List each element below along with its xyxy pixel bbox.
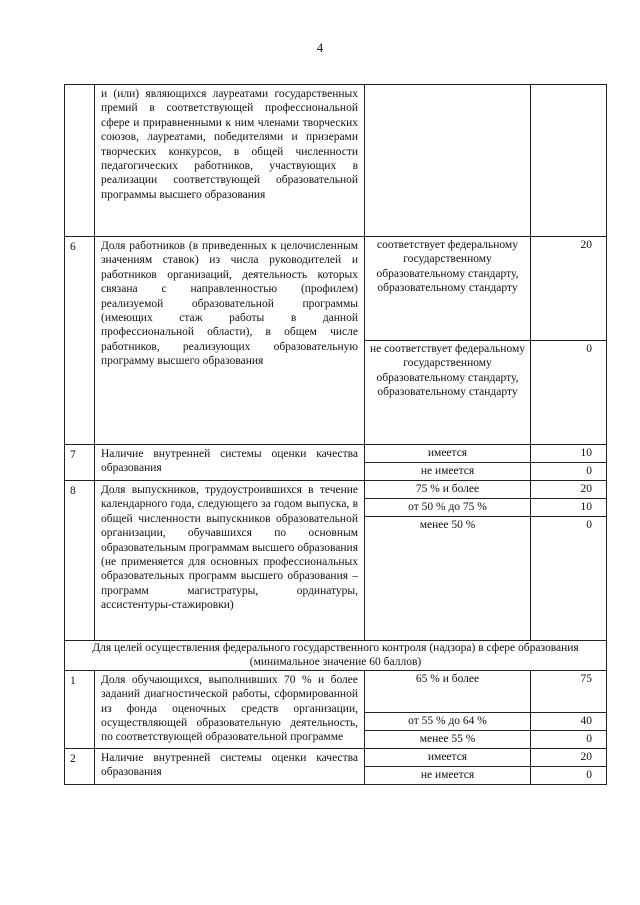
- points-value: 0: [531, 462, 606, 480]
- criterion-label: 65 % и более: [415, 672, 480, 685]
- page-number: 4: [316, 40, 324, 55]
- row-number: 2: [65, 748, 95, 784]
- row-number: 8: [65, 481, 95, 641]
- criterion-label: 75 % и более: [415, 483, 480, 495]
- table-row: [65, 445, 607, 481]
- table-row: [65, 481, 607, 641]
- row-number: 7: [65, 445, 95, 481]
- points-cell: [531, 748, 607, 784]
- indicator-text: Наличие внутренней системы оценки качества образования: [95, 748, 365, 784]
- points-cell: [531, 670, 607, 748]
- criterion-cell: [365, 748, 531, 784]
- row-number: 6: [65, 237, 95, 445]
- points-value: 20: [580, 239, 592, 251]
- points-value: 10: [531, 498, 606, 516]
- table-row: [65, 670, 607, 748]
- criteria-table: [64, 84, 607, 785]
- points-cell: [531, 237, 607, 445]
- points-value: 40: [531, 712, 606, 730]
- criterion-label: соответствует федеральному государственному образовательному стандарту, образовательному стандарту: [376, 239, 519, 295]
- points-value: 10: [580, 447, 592, 459]
- section-header: Для целей осуществления федерального государственного контроля (надзора) в сфере образования (минимальное значение 60 баллов): [65, 641, 607, 671]
- criterion-cell: [365, 237, 531, 445]
- points-value: 0: [531, 766, 606, 784]
- criterion-cell: [365, 445, 531, 481]
- points-value: 20: [580, 750, 592, 763]
- criterion-label: от 55 % до 64 %: [365, 712, 530, 730]
- criterion-label: имеется: [427, 750, 468, 763]
- criterion-label: не соответствует федеральному государственному образовательному стандарту, образовательному стандарту: [365, 340, 530, 444]
- row-number: 1: [65, 670, 95, 748]
- points-value: 0: [531, 730, 606, 748]
- section-header-row: [65, 641, 607, 671]
- indicator-text: Наличие внутренней системы оценки качества образования: [95, 445, 365, 481]
- table-row: [65, 748, 607, 784]
- criterion-cell: [365, 85, 531, 237]
- points-value: 0: [531, 340, 606, 444]
- criterion-label: имеется: [427, 447, 468, 459]
- table-row: [65, 237, 607, 445]
- criterion-cell: [365, 670, 531, 748]
- indicator-text: Доля работников (в приведенных к целочисленным значениям ставок) из числа руководителей и работников организаций, деятельность которых связана с направленностью (профилем) реализуемой образовательной программы (имеющих стаж работы в данной профессиональной области), в общем числе работников, реализующих образовательную программу высшего образования: [95, 237, 365, 445]
- criterion-label: не имеется: [365, 766, 530, 784]
- points-cell: [531, 445, 607, 481]
- criterion-label: менее 55 %: [365, 730, 530, 748]
- points-value: 75: [580, 672, 592, 685]
- indicator-text: Доля обучающихся, выполнивших 70 % и более заданий диагностической работы, сформированной из фонда оценочных средств организации, осуществляющей образовательную деятельность, по соответствующей образовательной программе: [95, 670, 365, 748]
- indicator-text: Доля выпускников, трудоустроившихся в течение календарного года, следующего за годом выпуска, в общей численности выпускников образовательной организации, обучавшихся по основным образовательным программам высшего образования (не применяется для основных профессиональных образовательных программ высшего образования – программ магистратуры, ординатуры, ассистентуры-стажировки): [95, 481, 365, 641]
- criterion-label: менее 50 %: [365, 516, 530, 640]
- points-value: 0: [531, 516, 606, 640]
- criterion-label: не имеется: [365, 462, 530, 480]
- points-value: 20: [580, 483, 592, 495]
- points-cell: [531, 85, 607, 237]
- row-number: [65, 85, 95, 237]
- criterion-cell: [365, 481, 531, 641]
- points-cell: [531, 481, 607, 641]
- indicator-text: и (или) являющихся лауреатами государственных премий в соответствующей профессиональной сфере и приравненными к ним членами творческих союзов, лауреатами, победителями и призерами творческих конкурсов, в общей численности педагогических работников, участвующих в реализации соответствующей образовательной программы высшего образования: [95, 85, 365, 237]
- table-row: [65, 85, 607, 237]
- criterion-label: от 50 % до 75 %: [365, 498, 530, 516]
